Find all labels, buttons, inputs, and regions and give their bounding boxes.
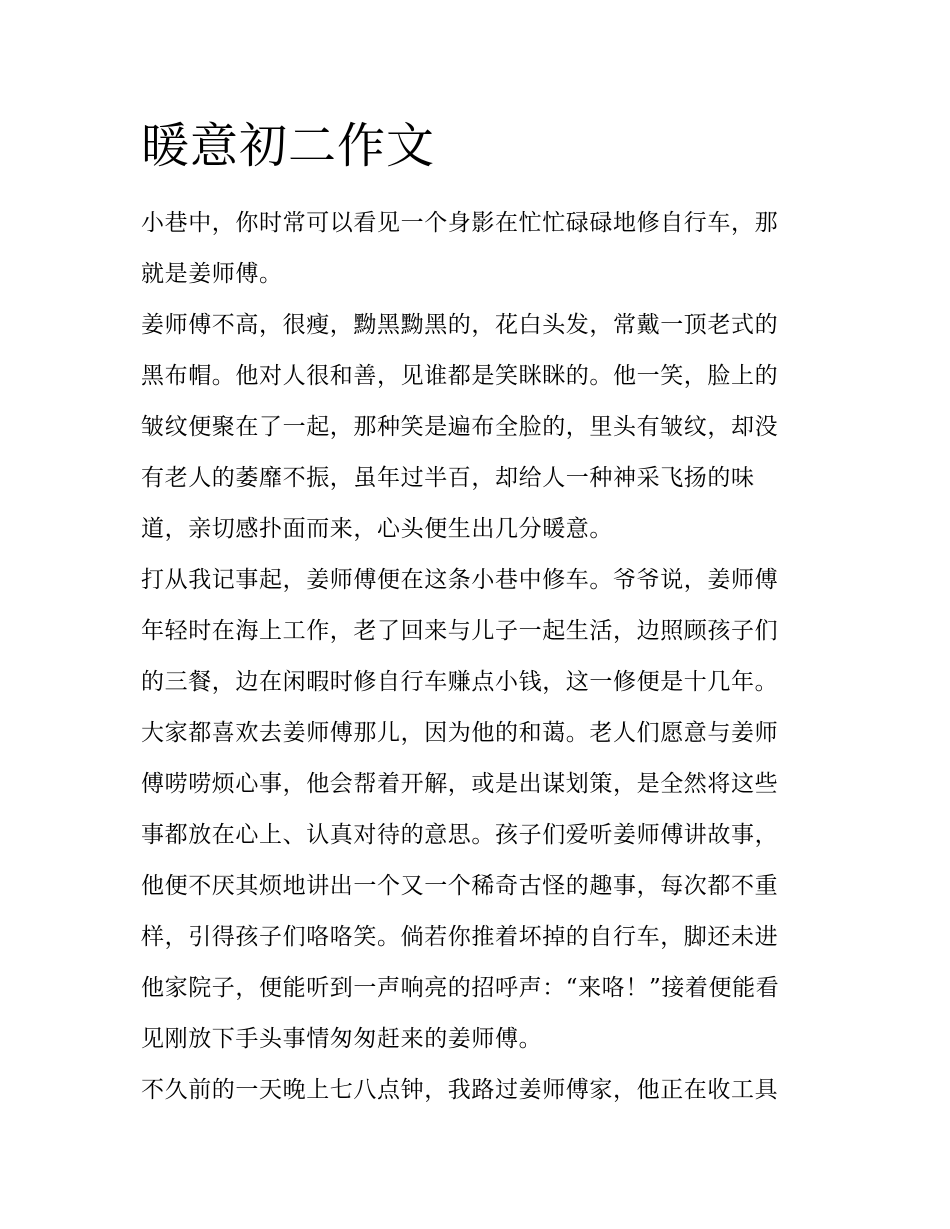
paragraph xyxy=(141,1065,813,1116)
text-line: 大家都喜欢去姜师傅那儿，因为他的和蔼。老人们愿意与姜师 xyxy=(141,720,779,746)
paragraph xyxy=(141,198,813,300)
text-line: 傅唠唠烦心事，他会帮着开解，或是出谋划策，是全然将这些 xyxy=(141,771,779,797)
text-line: 小巷中，你时常可以看见一个身影在忙忙碌碌地修自行车，那 xyxy=(141,210,779,236)
text-line: 他便不厌其烦地讲出一个又一个稀奇古怪的趣事，每次都不重 xyxy=(141,873,779,899)
text-line: 皱纹便聚在了一起，那种笑是遍布全脸的，里头有皱纹，却没 xyxy=(141,414,779,440)
text-line: 年轻时在海上工作，老了回来与儿子一起生活，边照顾孩子们 xyxy=(141,618,779,644)
text-line: 事都放在心上、认真对待的意思。孩子们爱听姜师傅讲故事， xyxy=(141,822,779,848)
text-line: 的三餐，边在闲暇时修自行车赚点小钱，这一修便是十几年。 xyxy=(141,669,779,695)
text-line: 见刚放下手头事情匆匆赶来的姜师傅。 xyxy=(141,1026,543,1052)
document-page xyxy=(141,110,813,1116)
text-line: 样，引得孩子们咯咯笑。倘若你推着坏掉的自行车，脚还未进 xyxy=(141,924,779,950)
text-line: 打从我记事起，姜师傅便在这条小巷中修车。爷爷说，姜师傅 xyxy=(141,567,779,593)
text-line: 道，亲切感扑面而来，心头便生出几分暖意。 xyxy=(141,516,613,542)
text-line: 有老人的萎靡不振，虽年过半百，却给人一种神采飞扬的味 xyxy=(141,465,755,491)
paragraph xyxy=(141,555,813,1065)
paragraph xyxy=(141,300,813,555)
text-line: 不久前的一天晚上七八点钟，我路过姜师傅家，他正在收工具 xyxy=(141,1077,779,1103)
text-line: 黑布帽。他对人很和善，见谁都是笑眯眯的。他一笑，脸上的 xyxy=(141,363,779,389)
document-title: 暖意初二作文 xyxy=(141,118,436,174)
text-line: 姜师傅不高，很瘦，黝黑黝黑的，花白头发，常戴一顶老式的 xyxy=(141,312,779,338)
document-body xyxy=(141,198,813,1116)
text-line: 就是姜师傅。 xyxy=(141,261,283,287)
text-line: 他家院子，便能听到一声响亮的招呼声：“来咯！”接着便能看 xyxy=(141,975,780,1001)
